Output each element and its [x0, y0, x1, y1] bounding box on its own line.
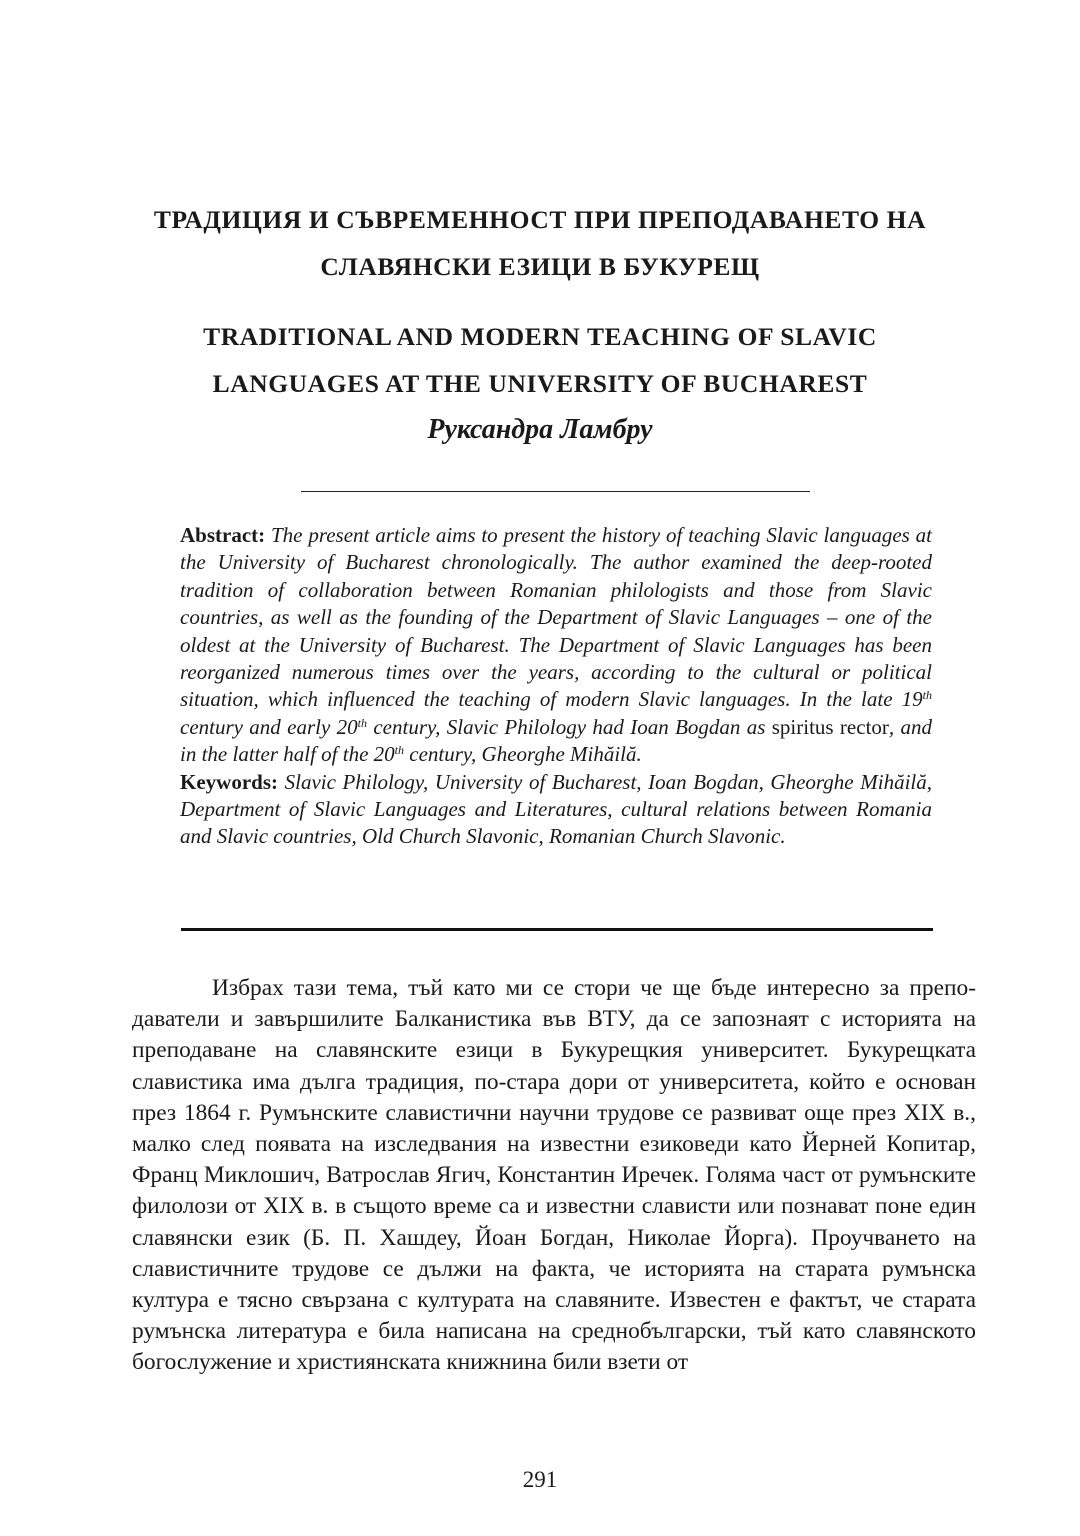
- page-number: 291: [522, 1467, 558, 1492]
- abstract-text-2: century and early 20: [180, 714, 358, 739]
- keywords-text: Slavic Philology, University of Bucharest, Ioan Bogdan, Gheorghe Mihăilă, Department of Slavic Languages and Literatures, cultural relations between Romania and Slavic countries, Old Church Slavonic, Romanian Church Slavonic.: [180, 769, 932, 849]
- title-bulgarian-line-1: ТРАДИЦИЯ И СЪВРЕМЕННОСТ ПРИ ПРЕПОДАВАНЕТО НА: [153, 205, 927, 234]
- body-paragraph: Избрах тази тема, тъй като ми се стори че ще бъде интересно за преподаватели и завършилите Балканистика във ВТУ, да се запознаят с историята на преподаване на славянските езици в Букурещкия университет. Букурещката славистика има дълга традиция, по-стара дори от университета, който е основан през 1864 г. Румънските славистични научни трудове се развиват още през XIX в., малко след появата на изследвания на известни езиковеди като Йерней Копитар, Франц Миклошич, Ватрослав Ягич, Константин Иречек. Голяма част от румънските филолози от XIX в. в същото време са и известни слависти или познават поне един славянски език (Б. П. Хашдеу, Йоан Богдан, Николае Йорга). Проучването на славистичните трудове се дължи на факта, че историята на старата румънска култура е тясно свързана с културата на славяните. Известен е фактът, че старата румънска литература е била написана на среднобългарски, тъй като славянското богослужение и християнската книжнина били взети от: [132, 975, 976, 1376]
- abstract-sup-3: th: [394, 743, 404, 758]
- top-divider: [301, 491, 810, 492]
- body-text: [132, 973, 976, 1379]
- abstract-paragraph: [180, 522, 932, 769]
- keywords-paragraph: [180, 769, 932, 851]
- abstract-spiritus-rector: spiritus rector: [771, 714, 889, 739]
- abstract-label: Abstract:: [180, 523, 266, 547]
- abstract-sup-2: th: [357, 715, 367, 730]
- title-bulgarian-line-2: СЛАВЯНСКИ ЕЗИЦИ В БУКУРЕЩ: [320, 252, 760, 281]
- title-english: [100, 313, 980, 407]
- bottom-divider: [181, 928, 933, 931]
- keywords-label: Keywords:: [180, 769, 278, 794]
- title-english-line-1: TRADITIONAL AND MODERN TEACHING OF SLAVIC: [203, 322, 877, 351]
- abstract-text-5: century, Gheorghe Mihăilă.: [404, 742, 642, 767]
- author-name: Руксандра Ламбру: [427, 414, 653, 445]
- abstract-text-1: The present article aims to present the history of teaching Slavic languages at the University of Bucharest chronologically. The author examined the deep-rooted tradition of collaboration between Romanian philologists and those from Slavic countries, as well as the founding of the Department of Slavic Languages – one of the oldest at the University of Bucharest. The Department of Slavic Languages has been reorganized numerous times over the years, according to the cultural or political situation, which influenced the teaching of modern Slavic languages. In the late 19: [180, 523, 933, 712]
- title-bulgarian: [100, 196, 980, 290]
- abstract-block: [180, 522, 932, 851]
- title-english-line-2: LANGUAGES AT THE UNIVERSITY OF BUCHAREST: [212, 369, 868, 398]
- abstract-text-3: century, Slavic Philology had Ioan Bogdan as: [367, 714, 772, 739]
- abstract-text-4: , and in the latter half of the 20: [180, 714, 932, 767]
- abstract-sup-1: th: [922, 688, 932, 703]
